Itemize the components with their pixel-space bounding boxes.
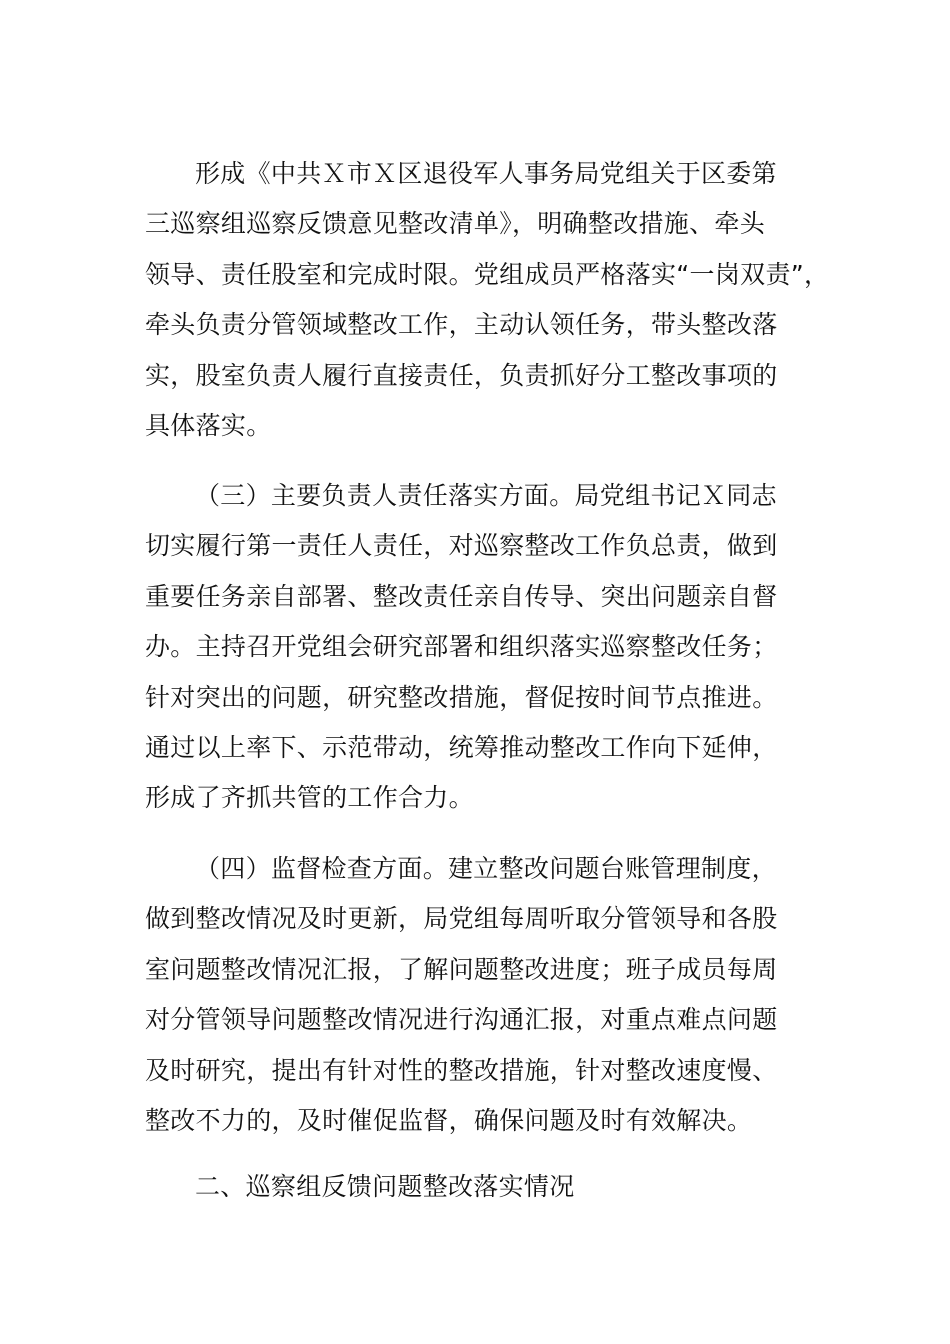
text-line: 形成《中共Ｘ市Ｘ区退役军人事务局党组关于区委第 <box>195 159 777 188</box>
text-line: 整改不力的，及时催促监督，确保问题及时有效解决。 <box>145 1105 753 1135</box>
text-line: 室问题整改情况汇报，了解问题整改进度；班子成员每周 <box>145 954 778 984</box>
text-line: 重要任务亲自部署、整改责任亲自传导、突出问题亲自督 <box>145 581 778 611</box>
text-line: （三）主要负责人责任落实方面。局党组书记Ｘ同志 <box>195 481 777 510</box>
text-line: 形成了齐抓共管的工作合力。 <box>145 783 474 813</box>
paragraph-main-responsible-person <box>145 471 835 824</box>
text-line: 对分管领导问题整改情况进行沟通汇报，对重点难点问题 <box>145 1005 778 1035</box>
text-line: 具体落实。 <box>145 410 272 440</box>
text-line: 三巡察组巡察反馈意见整改清单》，明确整改措施、牵头 <box>145 209 766 239</box>
text-line: （四）监督检查方面。建立整改问题台账管理制度， <box>195 854 777 883</box>
text-line: 办。主持召开党组会研究部署和组织落实巡察整改任务； <box>145 632 778 662</box>
text-line: 切实履行第一责任人责任，对巡察整改工作负总责，做到 <box>145 531 778 561</box>
paragraph-rectification-list <box>145 149 835 451</box>
paragraph-supervision-inspection <box>145 844 835 1146</box>
section-heading: 二、巡察组反馈问题整改落实情况 <box>195 1172 575 1201</box>
text-line: 做到整改情况及时更新，局党组每周听取分管领导和各股 <box>145 904 778 934</box>
text-line: 针对突出的问题，研究整改措施，督促按时间节点推进。 <box>145 682 778 712</box>
text-line: 及时研究，提出有针对性的整改措施，针对整改速度慢、 <box>145 1055 778 1085</box>
text-line: 实，股室负责人履行直接责任，负责抓好分工整改事项的 <box>145 360 778 390</box>
text-line: 牵头负责分管领域整改工作，主动认领任务，带头整改落 <box>145 310 778 340</box>
text-line: 领导、责任股室和完成时限。党组成员严格落实“一岗双责”， <box>145 259 830 289</box>
text-line: 通过以上率下、示范带动，统筹推动整改工作向下延伸， <box>145 732 778 762</box>
